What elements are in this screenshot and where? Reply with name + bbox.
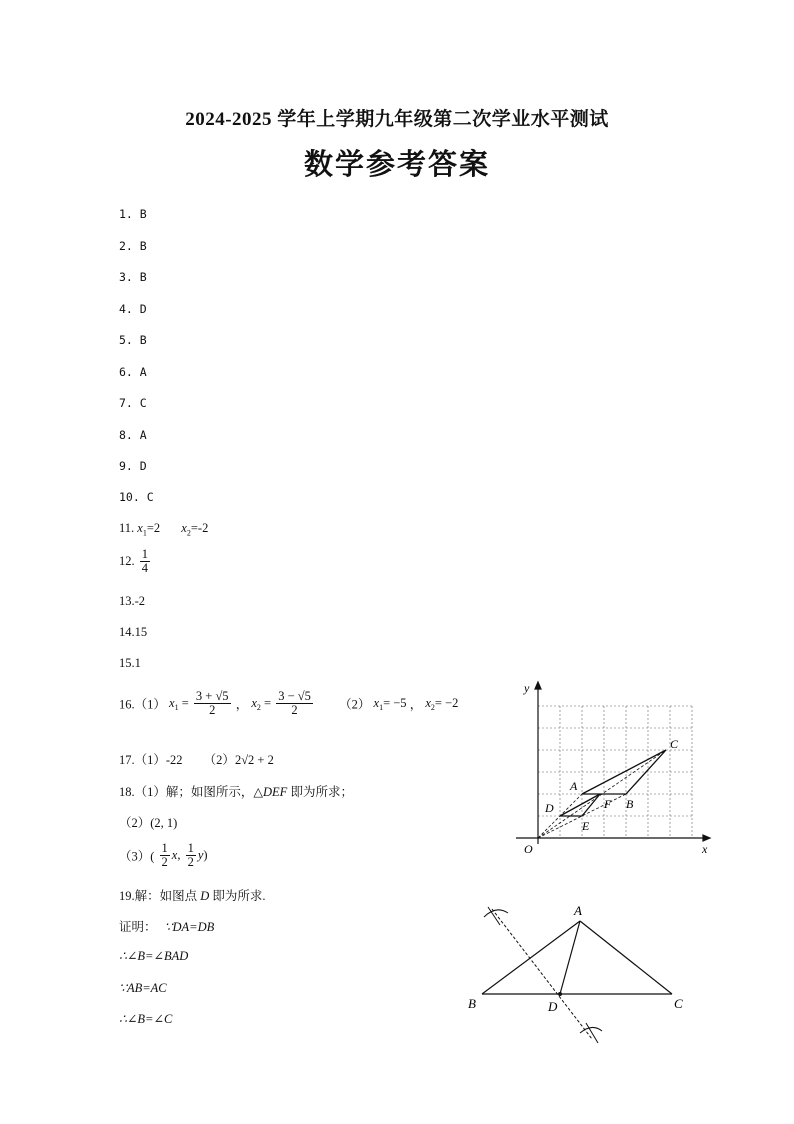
label-c: C <box>674 996 683 1011</box>
grid <box>538 706 692 838</box>
answer-13: 13.-2 <box>119 594 146 608</box>
proof-line-2: ∴∠B=∠BAD <box>119 949 189 963</box>
label-x: x <box>702 842 708 856</box>
label-c: C <box>670 737 679 751</box>
answer-4: 4. D <box>119 302 147 316</box>
bisector-line <box>492 909 592 1039</box>
answer-11: 11. $x_1=2$ $x_2=-2$ <box>119 521 209 538</box>
answer-18-part1: 18.（1）解；如图所示，△DEF 即为所求； <box>119 785 353 799</box>
label-b: B <box>626 797 634 811</box>
answer-17: 17.（1）-22 （2）2√2 + 2 <box>119 753 274 767</box>
answer-9: 9. D <box>119 459 147 473</box>
proof-line-3: ∵AB=AC <box>119 981 167 995</box>
label-b: B <box>468 996 476 1011</box>
document-title: 2024-2025 学年上学期九年级第二次学业水平测试 <box>185 109 609 130</box>
triangle <box>482 921 672 994</box>
answer-16: 16.（1） $x_1$ = $\frac{3 + √5}{2}$ ， $x_2$ = $\frac{3 - √5}{2}$ （2） $x_1= -5$ ， $x_2= -2$ <box>119 689 459 718</box>
answer-18-part3: （3）( $\frac{1}{2}$ x, $\frac{1}{2}$ y) <box>119 841 208 870</box>
answer-14: 14.15 <box>119 625 148 639</box>
answer-6: 6. A <box>119 365 147 379</box>
label-e: E <box>582 819 590 833</box>
proof-line-4: ∴∠B=∠C <box>119 1012 173 1026</box>
answer-15: 15.1 <box>119 656 141 670</box>
point-d <box>558 992 562 996</box>
coordinate-figure <box>510 678 715 858</box>
label-a: A <box>570 779 578 793</box>
answer-2: 2. B <box>119 239 147 253</box>
triangle-def <box>560 794 600 816</box>
arc-marks <box>484 907 602 1043</box>
answer-18-part2: （2）(2, 1) <box>119 816 178 830</box>
answer-10: 10. C <box>119 490 154 504</box>
label-f: F <box>604 797 612 811</box>
label-y: y <box>524 681 530 695</box>
answer-3: 3. B <box>119 270 147 284</box>
document-subtitle: 数学参考答案 <box>303 147 490 181</box>
answer-12: 12. $\frac{1}{4}$ <box>119 547 148 576</box>
answer-8: 8. A <box>119 428 147 442</box>
label-d: D <box>548 999 558 1014</box>
answer-19: 19.解：如图点 D 即为所求. <box>119 889 266 903</box>
answer-5: 5. B <box>119 333 147 347</box>
label-o: O <box>524 842 533 856</box>
axes <box>516 682 710 844</box>
label-a: A <box>574 903 582 918</box>
triangle-figure <box>460 895 700 1055</box>
answer-7: 7. C <box>119 396 147 410</box>
answer-1: 1. B <box>119 207 147 221</box>
label-d: D <box>545 801 554 815</box>
proof-line-1: 证明： ∵DA=DB <box>119 920 215 934</box>
